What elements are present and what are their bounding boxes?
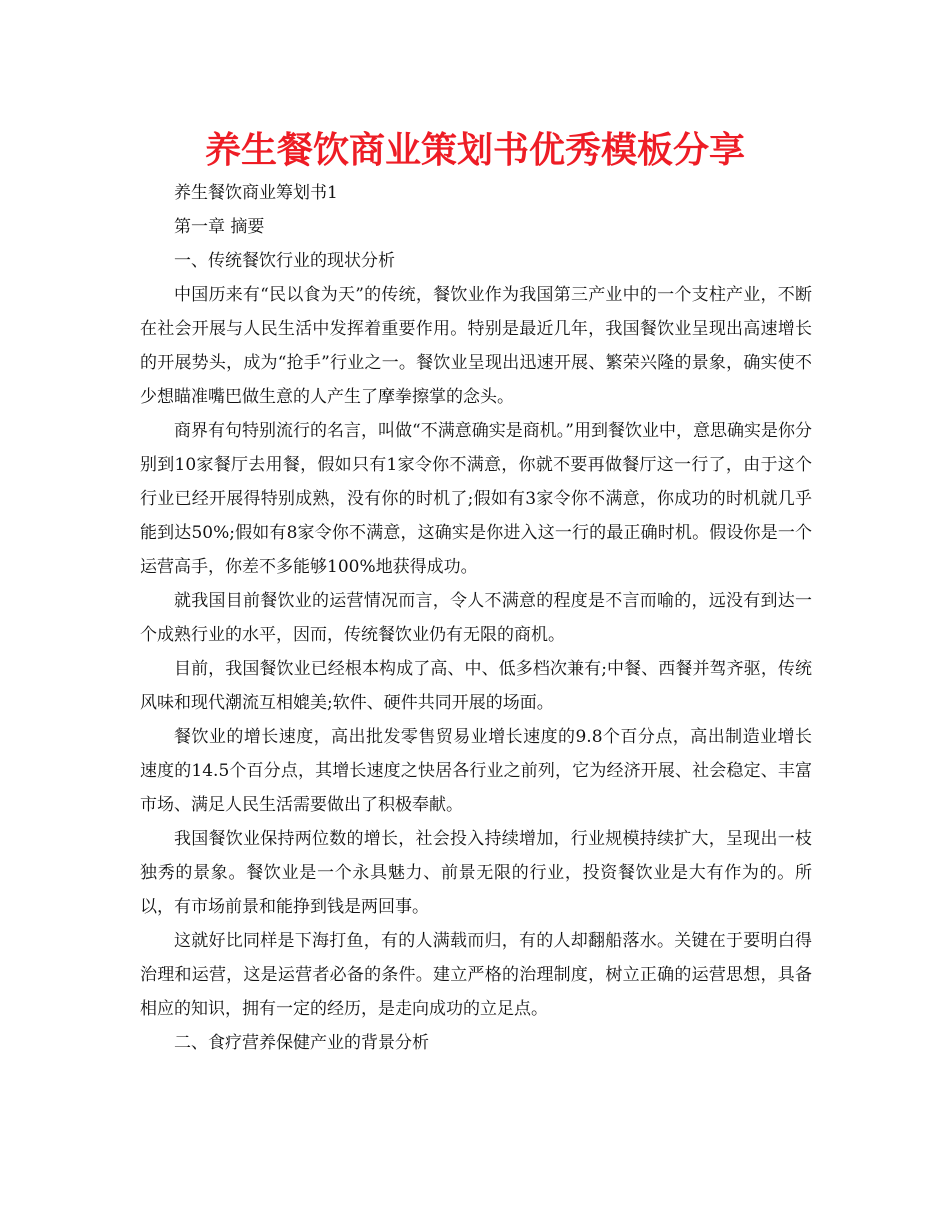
body-paragraph: 目前，我国餐饮业已经根本构成了高、中、低多档次兼有;中餐、西餐并驾齐驱，传统风味和现代潮流互相媲美;软件、硬件共同开展的场面。 xyxy=(140,659,812,713)
section-heading-1: 一、传统餐饮行业的现状分析 xyxy=(174,251,395,271)
section-heading-2: 二、食疗营养保健产业的背景分析 xyxy=(174,1033,429,1053)
body-paragraph: 我国餐饮业保持两位数的增长，社会投入持续增加，行业规模持续扩大，呈现出一枝独秀的景象。餐饮业是一个永具魅力、前景无限的行业，投资餐饮业是大有作为的。所以，有市场前景和能挣到钱是两回事。 xyxy=(140,829,812,917)
body-paragraph: 就我国目前餐饮业的运营情况而言，令人不满意的程度是不言而喻的，远没有到达一个成熟行业的水平，因而，传统餐饮业仍有无限的商机。 xyxy=(140,591,812,645)
chapter-heading: 第一章 摘要 xyxy=(174,217,265,237)
document-title: 养生餐饮商业策划书优秀模板分享 xyxy=(204,130,745,171)
document-body xyxy=(140,176,812,1060)
body-paragraph: 商界有句特别流行的名言，叫做“不满意确实是商机。”用到餐饮业中，意思确实是你分别到10家餐厅去用餐，假如只有1家令你不满意，你就不要再做餐厅这一行了，由于这个行业已经开展得特别成熟，没有你的时机了;假如有3家令你不满意，你成功的时机就几乎能到达50%;假如有8家令你不满意，这确实是你进入这一行的最正确时机。假设你是一个运营高手，你差不多能够100%地获得成功。 xyxy=(140,421,812,577)
plan-heading: 养生餐饮商业筹划书1 xyxy=(174,183,338,203)
body-paragraph: 这就好比同样是下海打鱼，有的人满载而归，有的人却翻船落水。关键在于要明白得治理和运营，这是运营者必备的条件。建立严格的治理制度，树立正确的运营思想，具备相应的知识，拥有一定的经历，是走向成功的立足点。 xyxy=(140,931,812,1019)
body-paragraph: 餐饮业的增长速度，高出批发零售贸易业增长速度的9.8个百分点，高出制造业增长速度的14.5个百分点，其增长速度之快居各行业之前列，它为经济开展、社会稳定、丰富市场、满足人民生活需要做出了积极奉献。 xyxy=(140,727,812,815)
body-paragraph: 中国历来有“民以食为天”的传统，餐饮业作为我国第三产业中的一个支柱产业，不断在社会开展与人民生活中发挥着重要作用。特别是最近几年，我国餐饮业呈现出高速增长的开展势头，成为“抢手”行业之一。餐饮业呈现出迅速开展、繁荣兴隆的景象，确实使不少想瞄准嘴巴做生意的人产生了摩拳擦掌的念头。 xyxy=(140,285,812,407)
